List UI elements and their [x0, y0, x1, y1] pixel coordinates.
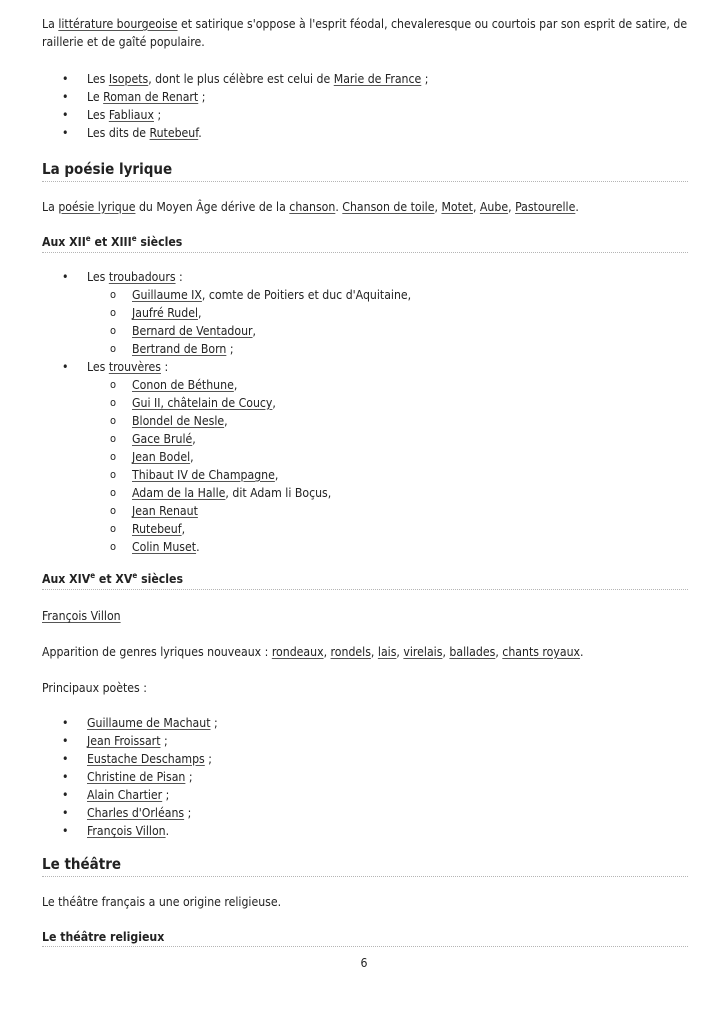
list-item: • Les Isopets, dont le plus célèbre est celui de Marie de France ; — [42, 70, 428, 88]
intro-text: et satirique s'oppose à l'esprit féodal, chevaleresque ou courtois par son esprit de satire, de raillerie et de gaîté populaire. — [42, 17, 688, 49]
list-item: o Thibaut IV de Champagne, — [87, 466, 411, 484]
link-litterature-bourgeoise[interactable]: littérature bourgeoise — [58, 17, 178, 31]
lyric-paragraph: La poésie lyrique du Moyen Âge dérive de la chanson. Chanson de toile, Motet, Aube, Pastourelle. — [42, 200, 579, 214]
heading-theatre-religieux: Le théâtre religieux — [42, 930, 165, 944]
intro-text: La — [42, 17, 59, 31]
list-item: o Rutebeuf, — [87, 520, 411, 538]
theatre-paragraph: Le théâtre français a une origine religieuse. — [42, 895, 282, 909]
link-isopets[interactable]: Isopets — [108, 72, 149, 86]
link-poet[interactable]: Gace Brulé — [132, 432, 193, 446]
list-item: • Eustache Deschamps ; — [42, 750, 218, 768]
heading-rule — [42, 946, 688, 947]
link-rutebeuf[interactable]: Rutebeuf — [149, 126, 199, 140]
list-item-troubadours: • Les troubadours : o Guillaume IX, comte de Poitiers et duc d'Aquitaine, o Jaufré Rudel, o Bernard de Ventadour, o Bertrand de Born ; — [42, 268, 411, 358]
link-ballades[interactable]: ballades — [449, 645, 496, 659]
link-aube[interactable]: Aube — [479, 200, 509, 214]
list-item: • Christine de Pisan ; — [42, 768, 218, 786]
heading-rule — [42, 876, 688, 877]
list-item-trouveres: • Les trouvères : o Conon de Béthune, o Gui II, châtelain de Coucy, o Blondel de Nesle, o Gace Brulé, o Jean Bodel, o Thibaut IV de Champagne, o Adam de la Halle, dit Adam li Boçus, o Jean Renaut o Rutebeuf, o Colin Muset. — [42, 358, 411, 556]
link-rondels[interactable]: rondels — [330, 645, 371, 659]
link-rondeaux[interactable]: rondeaux — [271, 645, 324, 659]
link-troubadours[interactable]: troubadours — [108, 270, 176, 284]
poets-xiv-xv-list — [42, 714, 218, 840]
heading-xii-xiii-siecles: Aux XIIe et XIIIe siècles — [42, 234, 183, 249]
heading-rule — [42, 589, 688, 590]
link-poet[interactable]: Blondel de Nesle — [132, 414, 225, 428]
list-item: • François Villon. — [42, 822, 218, 840]
link-roman-de-renart[interactable]: Roman de Renart — [103, 90, 199, 104]
list-item: o Blondel de Nesle, — [87, 412, 411, 430]
list-item: o Gace Brulé, — [87, 430, 411, 448]
list-item: o Gui II, châtelain de Coucy, — [87, 394, 411, 412]
link-fabliaux[interactable]: Fabliaux — [108, 108, 154, 122]
link-poet[interactable]: Jaufré Rudel — [132, 306, 199, 320]
list-item: o Bertrand de Born ; — [87, 340, 411, 358]
link-chanson[interactable]: chanson — [289, 200, 336, 214]
link-poesie-lyrique[interactable]: poésie lyrique — [58, 200, 136, 214]
link-francois-villon[interactable]: François Villon — [42, 609, 121, 623]
list-item: o Conon de Béthune, — [87, 376, 411, 394]
list-item: • Les Fabliaux ; — [42, 106, 428, 124]
link-poet[interactable]: Christine de Pisan — [87, 770, 186, 784]
link-poet[interactable]: Jean Renaut — [132, 504, 198, 518]
poets-intro: Principaux poètes : — [42, 681, 147, 695]
list-item: • Jean Froissart ; — [42, 732, 218, 750]
list-item: • Guillaume de Machaut ; — [42, 714, 218, 732]
intro-list — [42, 70, 428, 142]
heading-rule — [42, 252, 688, 253]
intro-paragraph — [42, 15, 688, 51]
link-poet[interactable]: Gui II, châtelain de Coucy — [132, 396, 273, 410]
list-item: • Les dits de Rutebeuf. — [42, 124, 428, 142]
list-item: o Colin Muset. — [87, 538, 411, 556]
list-item — [87, 502, 411, 520]
link-chants-royaux[interactable]: chants royaux — [502, 645, 581, 659]
list-item: • Alain Chartier ; — [42, 786, 218, 804]
link-poet[interactable]: Jean Bodel — [132, 450, 191, 464]
link-poet[interactable]: Charles d'Orléans — [87, 806, 185, 820]
link-poet[interactable]: François Villon — [87, 824, 166, 838]
poets-xii-xiii-list — [42, 268, 411, 556]
list-item: o Adam de la Halle, dit Adam li Boçus, — [87, 484, 411, 502]
link-trouveres[interactable]: trouvères — [108, 360, 161, 374]
link-motet[interactable]: Motet — [441, 200, 473, 214]
link-poet[interactable]: Guillaume IX — [132, 288, 202, 302]
link-poet[interactable]: Thibaut IV de Champagne — [132, 468, 275, 482]
heading-theatre: Le théâtre — [42, 855, 122, 873]
link-poet[interactable]: Eustache Deschamps — [87, 752, 205, 766]
link-poet[interactable]: Rutebeuf — [132, 522, 182, 536]
genres-paragraph: Apparition de genres lyriques nouveaux : rondeaux, rondels, lais, virelais, ballades, chants royaux. — [42, 645, 584, 659]
list-item: • Charles d'Orléans ; — [42, 804, 218, 822]
link-poet[interactable]: Bernard de Ventadour — [132, 324, 253, 338]
link-poet[interactable]: Guillaume de Machaut — [87, 716, 211, 730]
link-virelais[interactable]: virelais — [403, 645, 443, 659]
villon-paragraph — [42, 607, 688, 625]
link-marie-de-france[interactable]: Marie de France — [333, 72, 422, 86]
troubadours-list — [87, 286, 411, 358]
trouveres-list — [87, 376, 411, 556]
link-poet[interactable]: Adam de la Halle — [132, 486, 226, 500]
link-poet[interactable]: Bertrand de Born — [132, 342, 227, 356]
link-lais[interactable]: lais — [377, 645, 397, 659]
list-item: • Le Roman de Renart ; — [42, 88, 428, 106]
link-poet[interactable]: Alain Chartier — [87, 788, 163, 802]
list-item: o Guillaume IX, comte de Poitiers et duc d'Aquitaine, — [87, 286, 411, 304]
heading-rule — [42, 181, 688, 182]
list-item: o Jean Bodel, — [87, 448, 411, 466]
heading-xiv-xv-siecles: Aux XIVe et XVe siècles — [42, 571, 184, 586]
link-poet[interactable]: Jean Froissart — [87, 734, 161, 748]
heading-poesie-lyrique: La poésie lyrique — [42, 160, 173, 178]
page-number: 6 — [360, 956, 368, 970]
list-item: o Bernard de Ventadour, — [87, 322, 411, 340]
link-chanson-de-toile[interactable]: Chanson de toile — [342, 200, 435, 214]
list-item: o Jaufré Rudel, — [87, 304, 411, 322]
link-pastourelle[interactable]: Pastourelle — [515, 200, 576, 214]
link-poet[interactable]: Conon de Béthune — [132, 378, 234, 392]
link-poet[interactable]: Colin Muset — [132, 540, 197, 554]
